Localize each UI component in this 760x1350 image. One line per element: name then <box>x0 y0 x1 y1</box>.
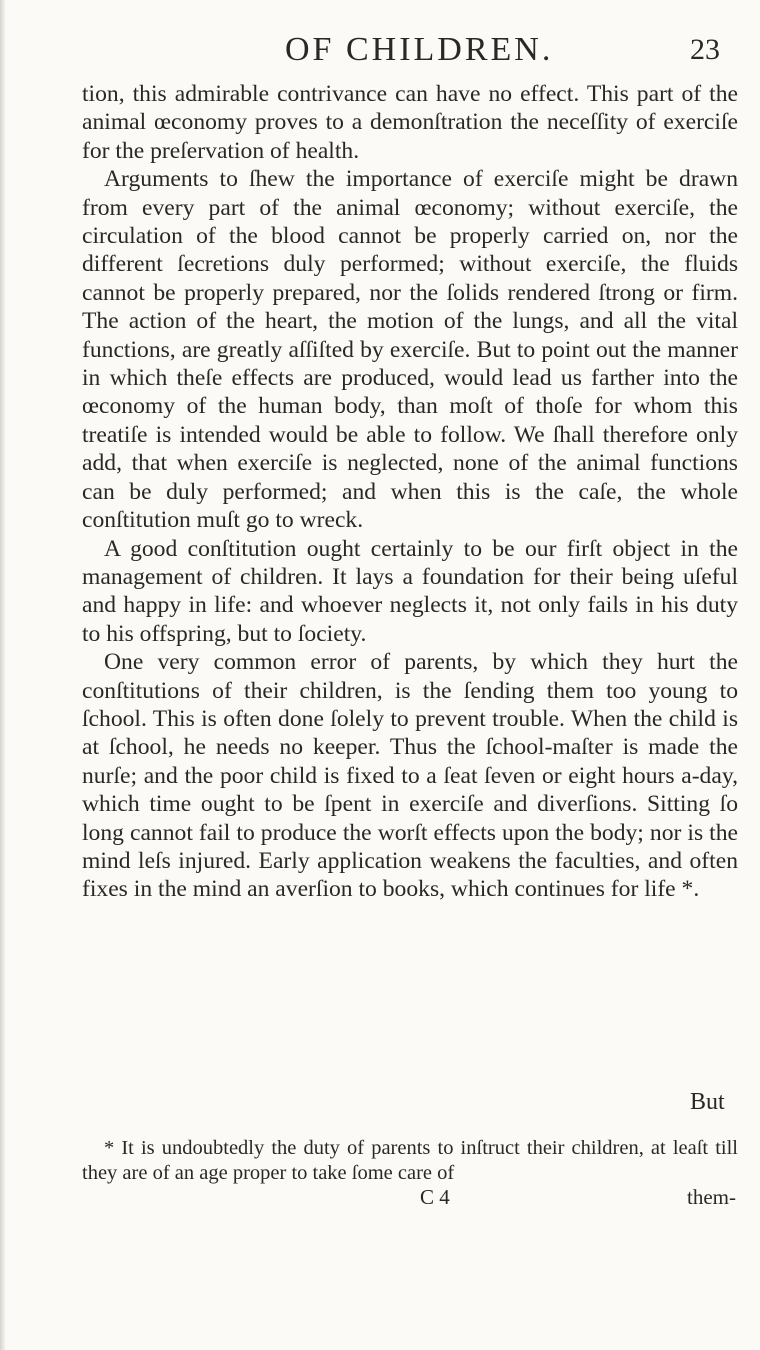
body-text <box>82 80 738 904</box>
footnote <box>82 1136 738 1186</box>
paragraph: Arguments to ſhew the importance of exerciſe might be drawn from every part of the animal œconomy; without exerciſe, the circulation of the blood cannot be properly carried on, nor the different ſecretions duly performed; without exerciſe, the fluids cannot be properly prepared, nor the ſolids rendered ſtrong or firm. The action of the heart, the motion of the lungs, and all the vital functions, are greatly aſſiſted by exerciſe. But to point out the manner in which theſe effects are produced, would lead us farther into the œconomy of the human body, than moſt of thoſe for whom this treatiſe is intended would be able to follow. We ſhall therefore only add, that when exerciſe is neglected, none of the animal functions can be duly performed; and when this is the caſe, the whole conſtitution muſt go to wreck. <box>82 166 738 534</box>
page-edge-shadow <box>0 0 6 1350</box>
catchword: But <box>690 1089 725 1115</box>
paragraph: A good conſtitution ought certainly to be our firſt object in the management of children. It lays a foundation for their being uſeful and happy in life: and whoever neglects it, not only fails in his duty to his offspring, but to ſociety. <box>82 535 738 647</box>
paragraph: tion, this admirable contrivance can have no effect. This part of the animal œconomy proves to a demonſtration the neceſſity of exerciſe for the preſervation of health. <box>82 81 738 164</box>
signature-mark: C 4 <box>420 1185 450 1209</box>
page-number: 23 <box>690 33 720 66</box>
running-head: OF CHILDREN. <box>285 31 554 68</box>
footnote-text: * It is undoubtedly the duty of parents to inſtruct their children, at leaſt till they are of an age proper to take ſome care of <box>82 1137 738 1184</box>
paragraph: One very common error of parents, by which they hurt the conſtitutions of their children, is the ſending them too young to ſchool. This is often done ſolely to prevent trouble. When the child is at ſchool, he needs no keeper. Thus the ſchool-maſter is made the nurſe; and the poor child is fixed to a ſeat ſeven or eight hours a-day, which time ought to be ſpent in exerciſe and diverſions. Sitting ſo long cannot fail to produce the worſt effects upon the body; nor is the mind leſs injured. Early application weakens the faculties, and often fixes in the mind an averſion to books, which continues for life *. <box>82 649 738 903</box>
page-header <box>0 30 760 70</box>
footnote-catchword: them- <box>687 1185 736 1209</box>
